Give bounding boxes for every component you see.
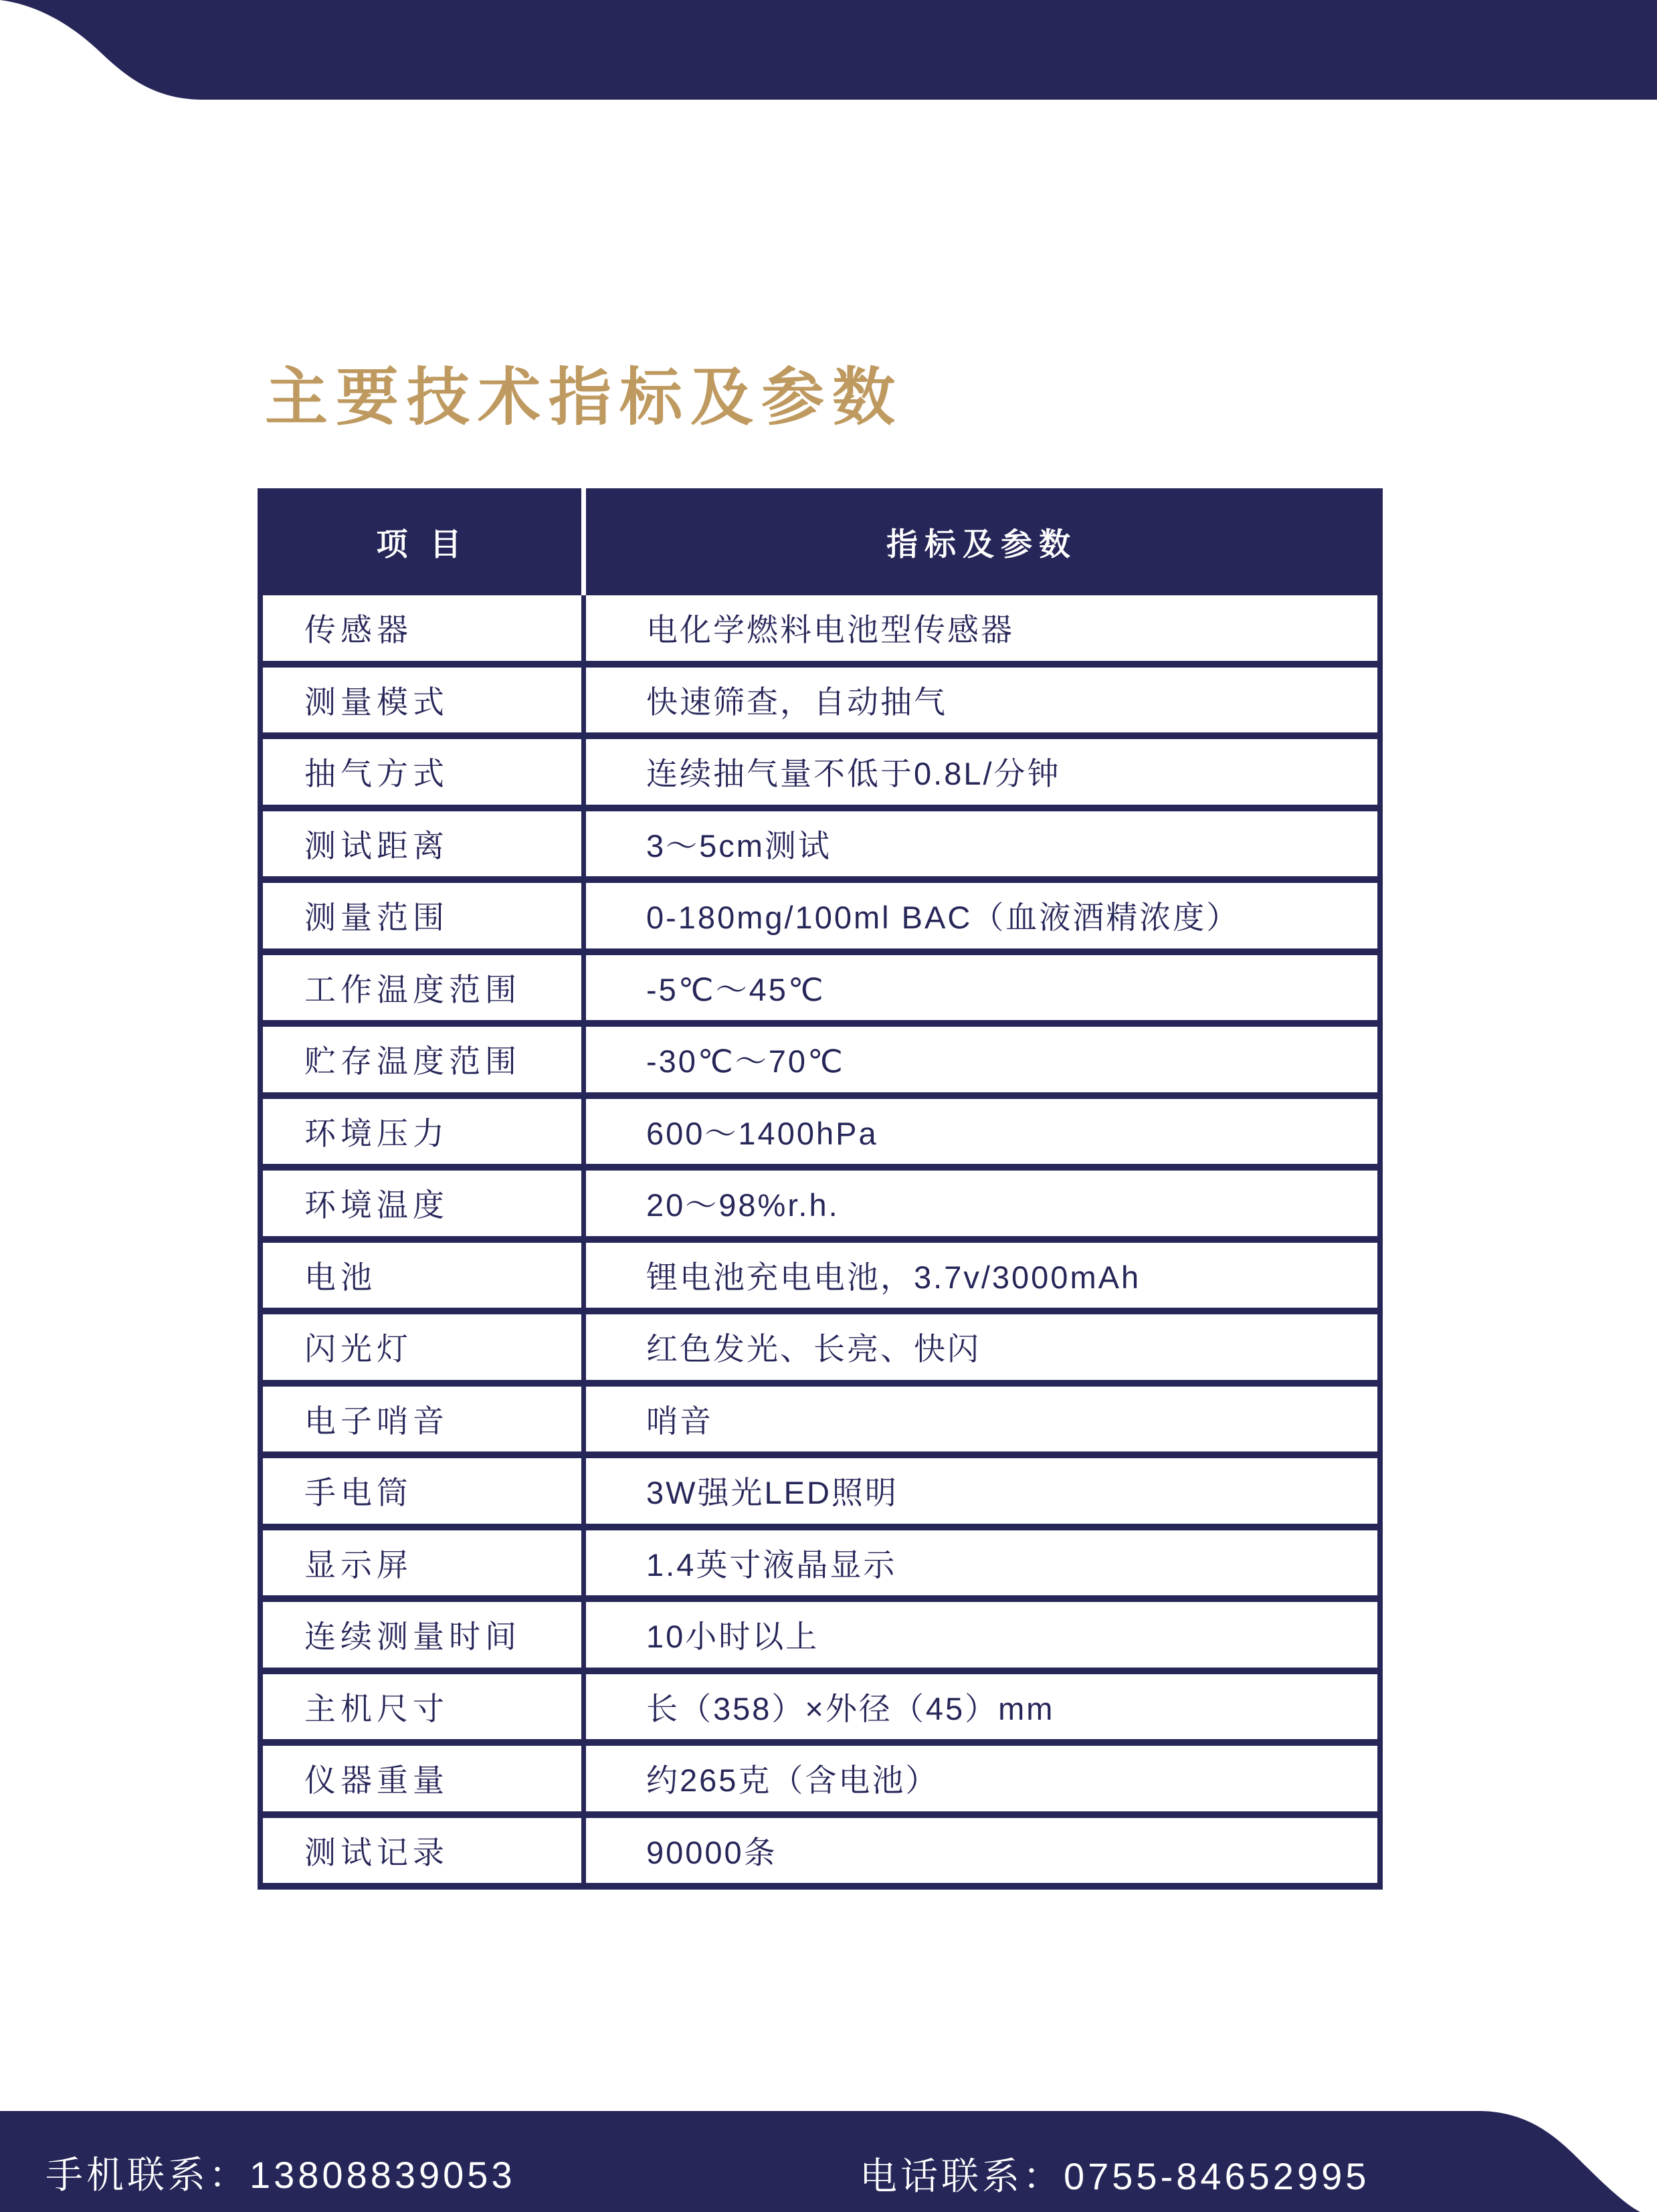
row-spec-value: 600～1400hPa [581, 1099, 1377, 1165]
table-row [263, 1027, 1377, 1099]
row-item-label: 手电筒 [304, 1475, 413, 1511]
footer-mobile-contact: 手机联系：13808839053 [45, 2154, 516, 2196]
row-spec-value: 哨音 [581, 1387, 1377, 1452]
header-column-divider [581, 488, 586, 595]
row-spec-value: 连续抽气量不低于0.8L/分钟 [581, 739, 1377, 805]
row-item-label: 工作温度范围 [304, 971, 521, 1007]
footer-phone-contact: 电话联系：0755-84652995 [860, 2155, 1370, 2197]
row-item-label: 环境温度 [304, 1187, 449, 1223]
row-item-label: 测试记录 [304, 1834, 449, 1870]
table-row [263, 955, 1377, 1027]
row-spec-value: 电化学燃料电池型传感器 [581, 595, 1377, 661]
column-header-item: 项 目 [376, 526, 468, 562]
row-item-label: 电池 [304, 1259, 377, 1295]
row-item-label: 传感器 [304, 612, 413, 648]
table-header-row [263, 488, 1377, 595]
page-title: 主要技术指标及参数 [265, 362, 904, 432]
row-item-label: 测量模式 [304, 684, 449, 720]
table-row [263, 1243, 1377, 1315]
row-spec-value: 90000条 [581, 1818, 1377, 1884]
row-item-label: 环境压力 [304, 1115, 449, 1151]
table-body [263, 595, 1377, 1890]
table-row [263, 739, 1377, 811]
row-spec-value: 红色发光、长亮、快闪 [581, 1314, 1377, 1380]
row-spec-value: -30℃～70℃ [581, 1027, 1377, 1092]
row-item-label: 测量范围 [304, 900, 449, 936]
row-item-label: 显示屏 [304, 1546, 413, 1583]
row-spec-value: 20～98%r.h. [581, 1171, 1377, 1236]
table-row [263, 1530, 1377, 1603]
row-spec-value: 0-180mg/100ml BAC（血液酒精浓度） [581, 883, 1377, 948]
row-item-label: 仪器重量 [304, 1763, 449, 1799]
row-item-label: 主机尺寸 [304, 1690, 449, 1726]
row-spec-value: -5℃～45℃ [581, 955, 1377, 1021]
table-row [263, 668, 1377, 740]
table-row [263, 1818, 1377, 1890]
spec-table [258, 488, 1383, 1890]
row-spec-value: 3～5cm测试 [581, 811, 1377, 877]
table-row [263, 1387, 1377, 1459]
column-header-specs: 指标及参数 [886, 526, 1077, 562]
table-row [263, 1746, 1377, 1818]
table-row [263, 1099, 1377, 1171]
row-item-label: 抽气方式 [304, 756, 449, 792]
row-spec-value: 长（358）×外径（45）mm [581, 1674, 1377, 1740]
row-item-label: 电子哨音 [304, 1403, 449, 1439]
row-spec-value: 约265克（含电池） [581, 1746, 1377, 1811]
row-item-label: 连续测量时间 [304, 1619, 521, 1655]
table-row [263, 1314, 1377, 1387]
row-item-label: 闪光灯 [304, 1331, 413, 1367]
row-spec-value: 1.4英寸液晶显示 [581, 1530, 1377, 1596]
row-item-label: 贮存温度范围 [304, 1043, 521, 1080]
row-spec-value: 10小时以上 [581, 1602, 1377, 1668]
header-wave-shape [0, 0, 1657, 100]
table-row [263, 595, 1377, 668]
row-spec-value: 锂电池充电电池，3.7v/3000mAh [581, 1243, 1377, 1308]
table-row [263, 1674, 1377, 1746]
row-item-label: 测试距离 [304, 827, 449, 864]
table-row [263, 1458, 1377, 1530]
table-row [263, 883, 1377, 955]
table-row [263, 1602, 1377, 1674]
table-row [263, 811, 1377, 884]
row-spec-value: 3W强光LED照明 [581, 1458, 1377, 1524]
table-row [263, 1171, 1377, 1243]
row-spec-value: 快速筛查，自动抽气 [581, 668, 1377, 733]
